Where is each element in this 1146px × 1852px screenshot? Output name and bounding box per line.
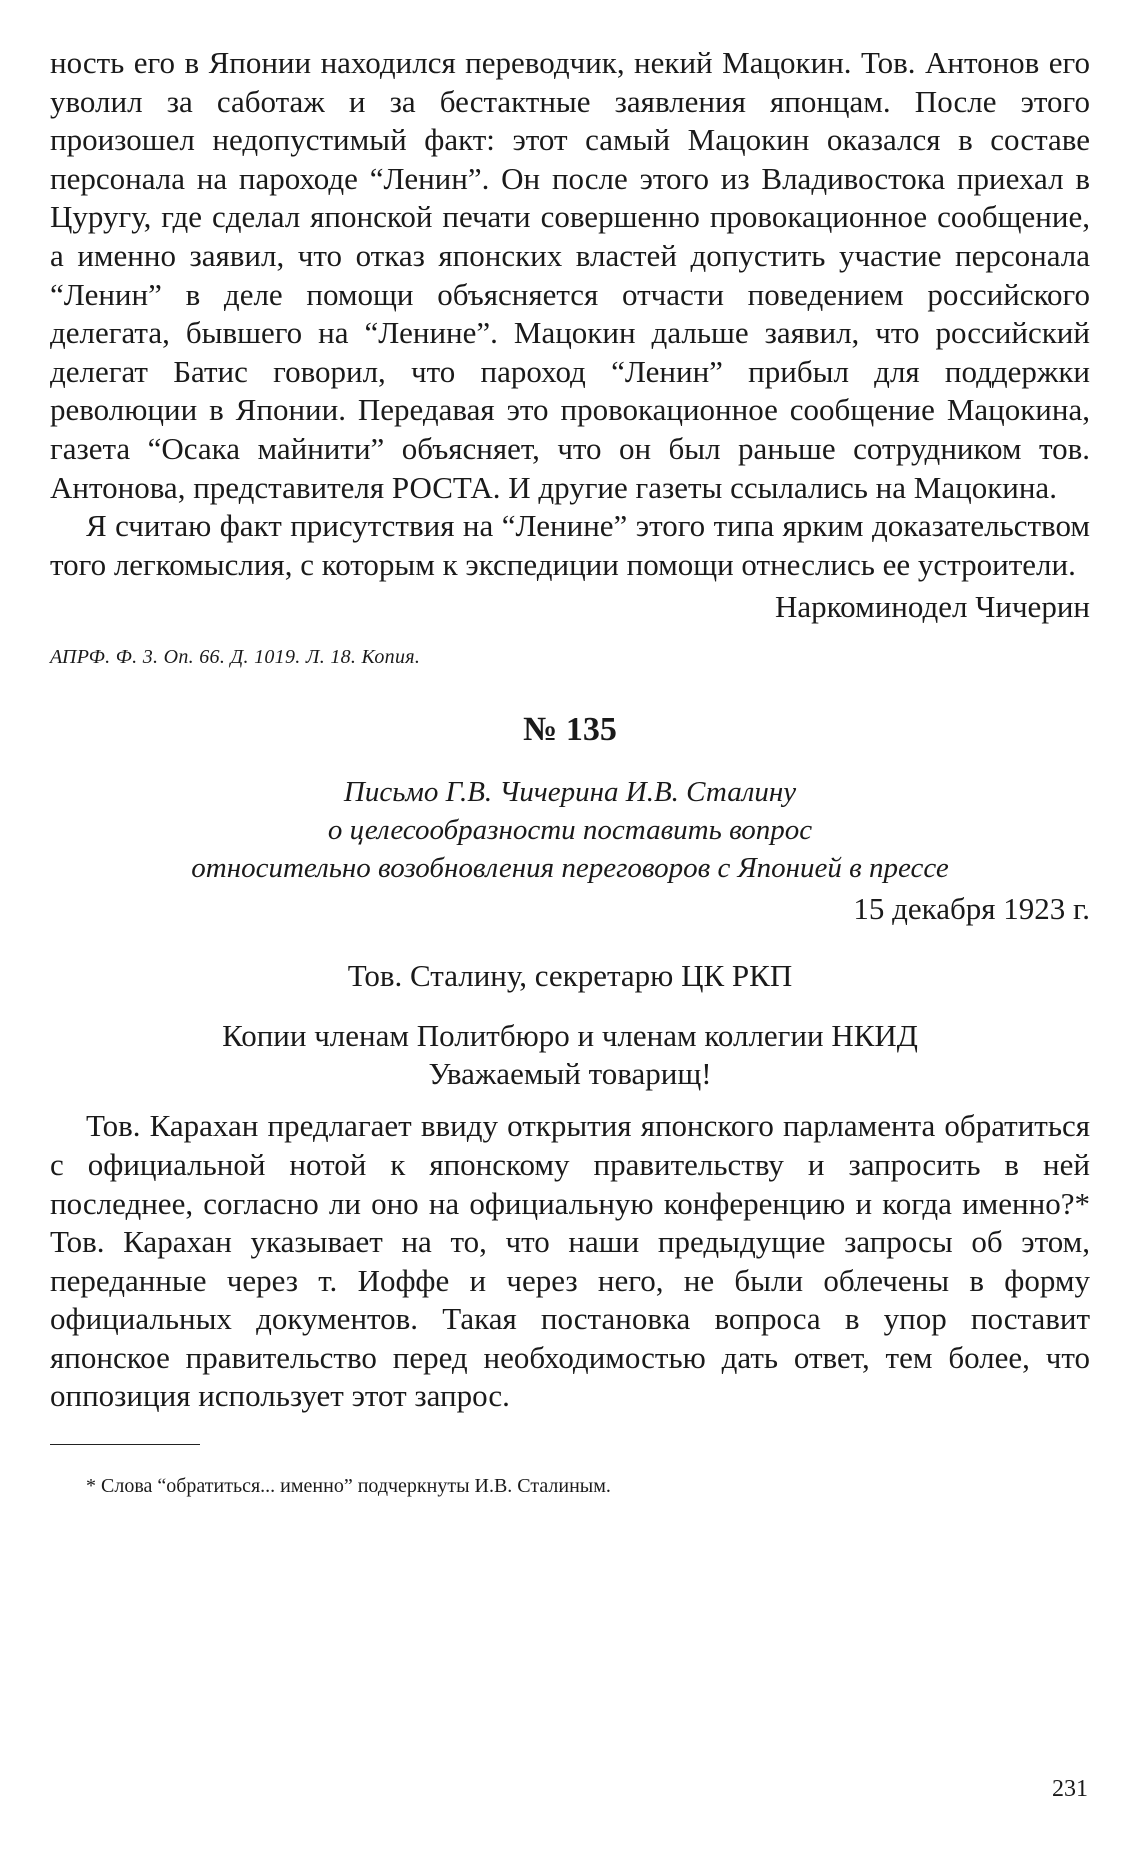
page-content bbox=[50, 44, 1090, 1498]
footnote-divider bbox=[50, 1444, 200, 1445]
signature: Наркоминодел Чичерин bbox=[775, 589, 1090, 625]
document-number: № 135 bbox=[523, 711, 617, 749]
document-date: 15 декабря 1923 г. bbox=[853, 891, 1090, 927]
document-title-line: относительно возобновления переговоров с Японией в прессе bbox=[191, 852, 949, 885]
addressee: Тов. Сталину, секретарю ЦК РКП bbox=[347, 958, 793, 994]
document-title-line: о целесообразности поставить вопрос bbox=[327, 814, 813, 847]
letter-body: Тов. Карахан предлагает ввиду открытия японского парламента обратиться с официальной нотой к японскому правительству и запросить в ней последнее, согласно ли оно на официальную конференцию и когда именно?* Тов. Карахан указывает на то, что наши предыдущие запросы об этом, переданные через т. Иоффе и через него, не были облечены в форму официальных документов. Такая постановка вопроса в упор поставит японское правительство перед необходимостью дать ответ, тем более, что оппозиция использует этот запрос. bbox=[50, 1108, 1090, 1414]
page-number: 231 bbox=[1052, 1776, 1088, 1802]
salutation: Уважаемый товарищ! bbox=[428, 1056, 712, 1092]
archive-source: АПРФ. Ф. 3. Оп. 66. Д. 1019. Л. 18. Копия. bbox=[50, 646, 421, 669]
document-title-line: Письмо Г.В. Чичерина И.В. Сталину bbox=[343, 776, 797, 809]
conclusion-paragraph: Я считаю факт присутствия на “Ленине” этого типа ярким доказательством того легкомыслия, с которым к экспедиции помощи отнеслись ее устроители. bbox=[50, 508, 1090, 582]
footnote: * Слова “обратиться... именно” подчеркнуты И.В. Сталиным. bbox=[86, 1475, 611, 1498]
copies-line: Копии членам Политбюро и членам коллегии НКИД bbox=[222, 1018, 918, 1054]
continuation-paragraph: ность его в Японии находился переводчик, некий Мацокин. Тов. Антонов его уволил за саботаж и за бестактные заявления японцам. После этого произошел недопустимый факт: этот самый Мацокин оказался в составе персонала на пароходе “Ленин”. Он после этого из Владивостока приехал в Цуругу, где сделал японской печати совершенно провокационное сообщение, а именно заявил, что отказ японских властей допустить участие персонала “Ленин” в деле помощи объясняется отчасти поведением российского делегата, бывшего на “Ленине”. Мацокин дальше заявил, что российский делегат Батис говорил, что пароход “Ленин” прибыл для поддержки революции в Японии. Передавая это провокационное сообщение Мацокина, газета “Осака майнити” объясняет, что он был раньше сотрудником тов. Антонова, представителя РОСТА. И другие газеты ссылались на Мацокина. bbox=[50, 45, 1090, 505]
document-title bbox=[50, 773, 1090, 887]
